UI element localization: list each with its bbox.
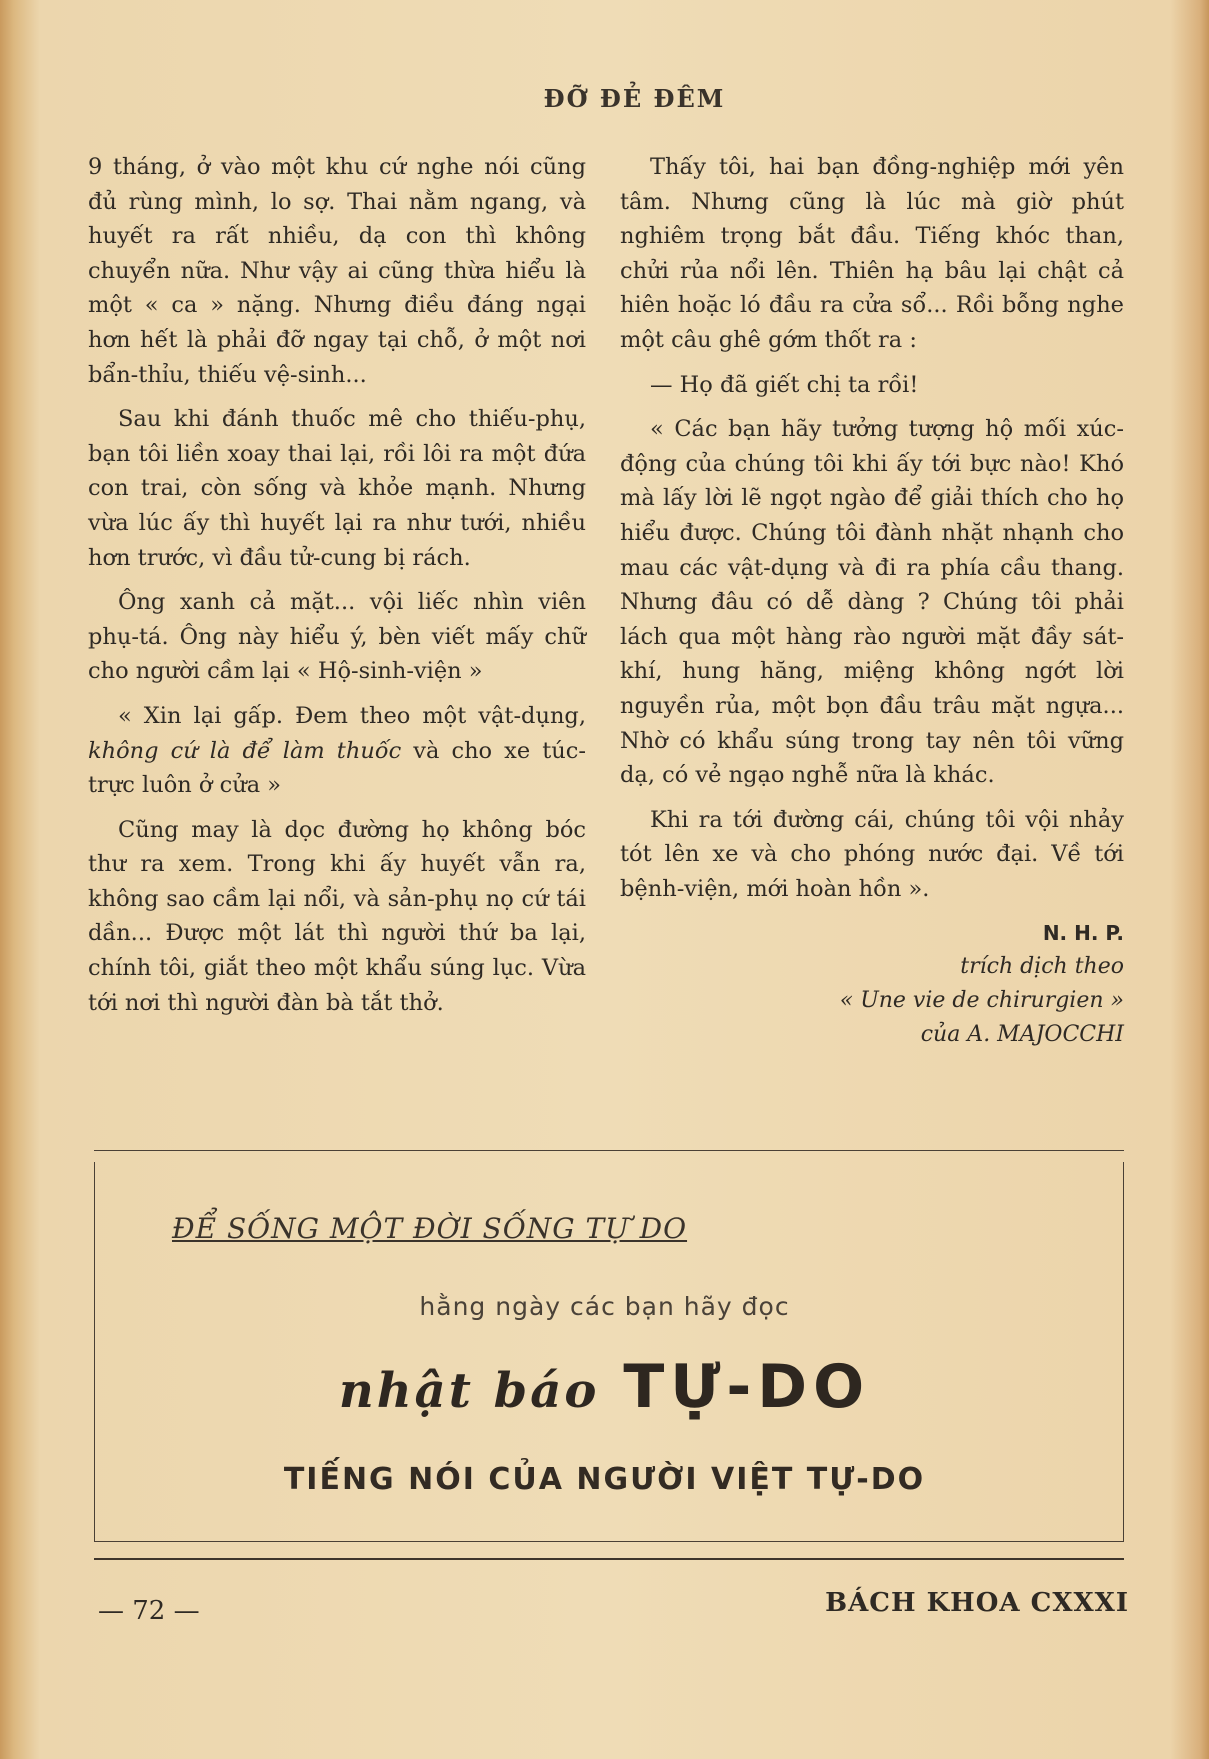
right-paragraph-3: « Các bạn hãy tưởng tượng hộ mối xúc-động của chúng tôi khi ấy tới bực nào! Khó mà lấy lời lẽ ngọt ngào để giải thích cho họ hiểu được. Chúng tôi đành nhặt nhạnh cho mau các vật-dụng và đi ra phía cầu thang. Nhưng đâu có dễ dàng ? Chúng tôi phải lách qua một hàng rào người mặt đầy sát-khí, hung hăng, miệng không ngớt lời nguyền rủa, một bọn đầu trâu mặt ngựa... Nhờ có khẩu súng trong tay nên tôi vững dạ, có vẻ ngạo nghễ nữa là khác. <box>620 416 1124 789</box>
right-paragraph-1: Thấy tôi, hai bạn đồng-nghiệp mới yên tâm. Nhưng cũng là lúc mà giờ phút nghiêm trọng bắt đầu. Tiếng khóc than, chửi rủa nổi lên. Thiên hạ bâu lại chật cả hiên hoặc ló đầu ra cửa sổ... Rồi bỗng nghe một câu ghê gớm thốt ra : <box>620 154 1124 353</box>
ad-subline: hằng ngày các bạn hãy đọc <box>419 1292 790 1321</box>
left-paragraph-4-italic: không cứ là để làm thuốc <box>88 737 402 764</box>
ad-newspaper-title <box>0 1352 1209 1422</box>
translation-note: trích dịch theo <box>960 954 1124 980</box>
publication-name: BÁCH KHOA CXXXI <box>825 1588 1129 1618</box>
ad-paper-word: nhật báo <box>338 1363 600 1419</box>
ad-paper-name: TỰ-DO <box>623 1352 871 1422</box>
ad-bottom-rule <box>94 1558 1124 1560</box>
left-paragraph-4-end: và cho xe túc-trực luôn ở cửa » <box>88 737 586 799</box>
ad-top-rule <box>94 1150 1124 1151</box>
left-paragraph-4-start: « Xin lại gấp. Đem theo một vật-dụng, <box>118 702 586 729</box>
left-paragraph-2: Sau khi đánh thuốc mê cho thiếu-phụ, bạn tôi liền xoay thai lại, rồi lôi ra một đứa con trai, còn sống và khỏe mạnh. Nhưng vừa lúc ấy thì huyết lại ra như tưới, nhiều hơn trước, vì đầu tử-cung bị rách. <box>88 406 586 571</box>
page-number: — 72 — <box>98 1596 200 1626</box>
right-text-column <box>620 150 1124 1052</box>
left-paragraph-5: Cũng may là dọc đường họ không bóc thư ra xem. Trong khi ấy huyết vẫn ra, không sao cầm lại nổi, và sản-phụ nọ cứ tái dần... Được một lát thì người thứ ba lại, chính tôi, giắt theo một khẩu súng lục. Vừa tới nơi thì người đàn bà tắt thở. <box>88 816 586 1016</box>
source-book-title: « Une vie de chirurgien » <box>839 988 1124 1014</box>
ad-headline: ĐỂ SỐNG MỘT ĐỜI SỐNG TỰ DO <box>172 1212 688 1245</box>
ad-slogan: TIẾNG NÓI CỦA NGƯỜI VIỆT TỰ-DO <box>283 1462 926 1497</box>
right-paragraph-4: Khi ra tới đường cái, chúng tôi vội nhảy tót lên xe và cho phóng nước đại. Về tới bệnh-viện, mới hoàn hồn ». <box>620 806 1124 902</box>
source-author: của A. MAJOCCHI <box>920 1022 1124 1048</box>
right-paragraph-2: — Họ đã giết chị ta rồi! <box>650 371 919 398</box>
left-text-column <box>88 150 586 1030</box>
left-paragraph-3: Ông xanh cả mặt... vội liếc nhìn viên phụ-tá. Ông này hiểu ý, bèn viết mấy chữ cho người cầm lại « Hộ-sinh-viện » <box>88 589 586 685</box>
left-paragraph-4 <box>88 699 586 803</box>
left-paragraph-1: 9 tháng, ở vào một khu cứ nghe nói cũng đủ rùng mình, lo sợ. Thai nằm ngang, và huyết ra rất nhiều, dạ con thì không chuyển nữa. Như vậy ai cũng thừa hiểu là một « ca » nặng. Nhưng điều đáng ngại hơn hết là phải đỡ ngay tại chỗ, ở một nơi bẩn-thỉu, thiếu vệ-sinh... <box>88 154 586 388</box>
page-header-title: ĐỠ ĐẺ ĐÊM <box>543 84 726 113</box>
author-initials: N. H. P. <box>1042 921 1124 946</box>
